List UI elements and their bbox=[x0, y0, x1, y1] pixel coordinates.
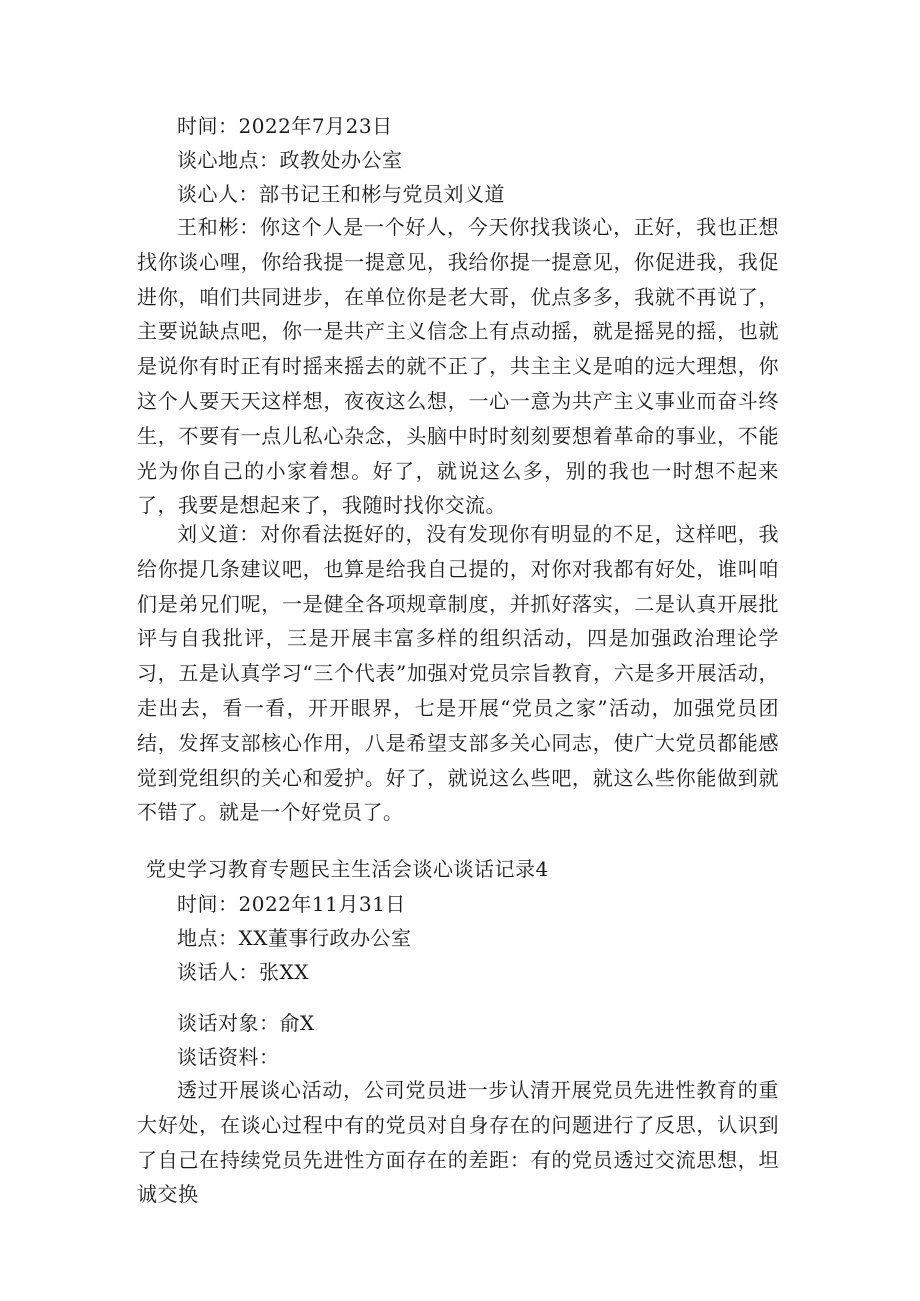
record4-paragraph: 透过开展谈心活动，公司党员进一步认清开展党员先进性教育的重大好处，在谈心过程中有的党员对自身存在的问题进行了反思，认识到了自己在持续党员先进性方面存在的差距：有的党员透过交流思想，坦诚交换 bbox=[137, 1078, 779, 1207]
record1-participants: 谈心人：部书记王和彬与党员刘义道 bbox=[177, 182, 505, 206]
record1-paragraph-wang: 王和彬：你这个人是一个好人，今天你找我谈心，正好，我也正想找你谈心哩，你给我提一提意见，我给你提一提意见，你促进我，我促进你，咱们共同进步，在单位你是老大哥，优点多多，我就不再说了，主要说缺点吧，你一是共产主义信念上有点动摇，就是摇晃的摇，也就是说你有时正有时摇来摇去的就不正了，共主主义是咱的远大理想，你这个人要天天这样想，夜夜这么想，一心一意为共产主义事业而奋斗终生，不要有一点儿私心杂念，头脑中时时刻刻要想着革命的事业，不能光为你自己的小家着想。好了，就说这么多，别的我也一时想不起来了，我要是想起来了，我随时找你交流。 bbox=[137, 215, 779, 518]
record4-title: 党史学习教育专题民主生活会谈心谈话记录4 bbox=[146, 857, 549, 881]
record4-speaker: 谈话人：张XX bbox=[177, 960, 309, 984]
record1-time: 时间：2022年7月23日 bbox=[177, 114, 393, 138]
record1-paragraph-liu: 刘义道：对你看法挺好的，没有发现你有明显的不足，这样吧，我给你提几条建议吧，也算是给我自己提的，对你对我都有好处，谁叫咱们是弟兄们呢，一是健全各项规章制度，并抓好落实，二是认真开展批评与自我批评，三是开展丰富多样的组织活动，四是加强政治理论学习，五是认真学习“三个代表”加强对党员宗旨教育，六是多开展活动，走出去，看一看，开开眼界，七是开展“党员之家”活动，加强党员团结，发挥支部核心作用，八是希望支部多关心同志，使广大党员都能感觉到党组织的关心和爱护。好了，就说这么些吧，就这么些你能做到就不错了。就是一个好党员了。 bbox=[137, 522, 779, 825]
record1-location: 谈心地点：政教处办公室 bbox=[177, 148, 403, 172]
record4-material-label: 谈话资料： bbox=[177, 1045, 280, 1069]
record4-location: 地点：XX董事行政办公室 bbox=[177, 926, 412, 950]
record4-target: 谈话对象：俞X bbox=[177, 1011, 315, 1035]
record4-time: 时间：2022年11月31日 bbox=[177, 892, 406, 916]
